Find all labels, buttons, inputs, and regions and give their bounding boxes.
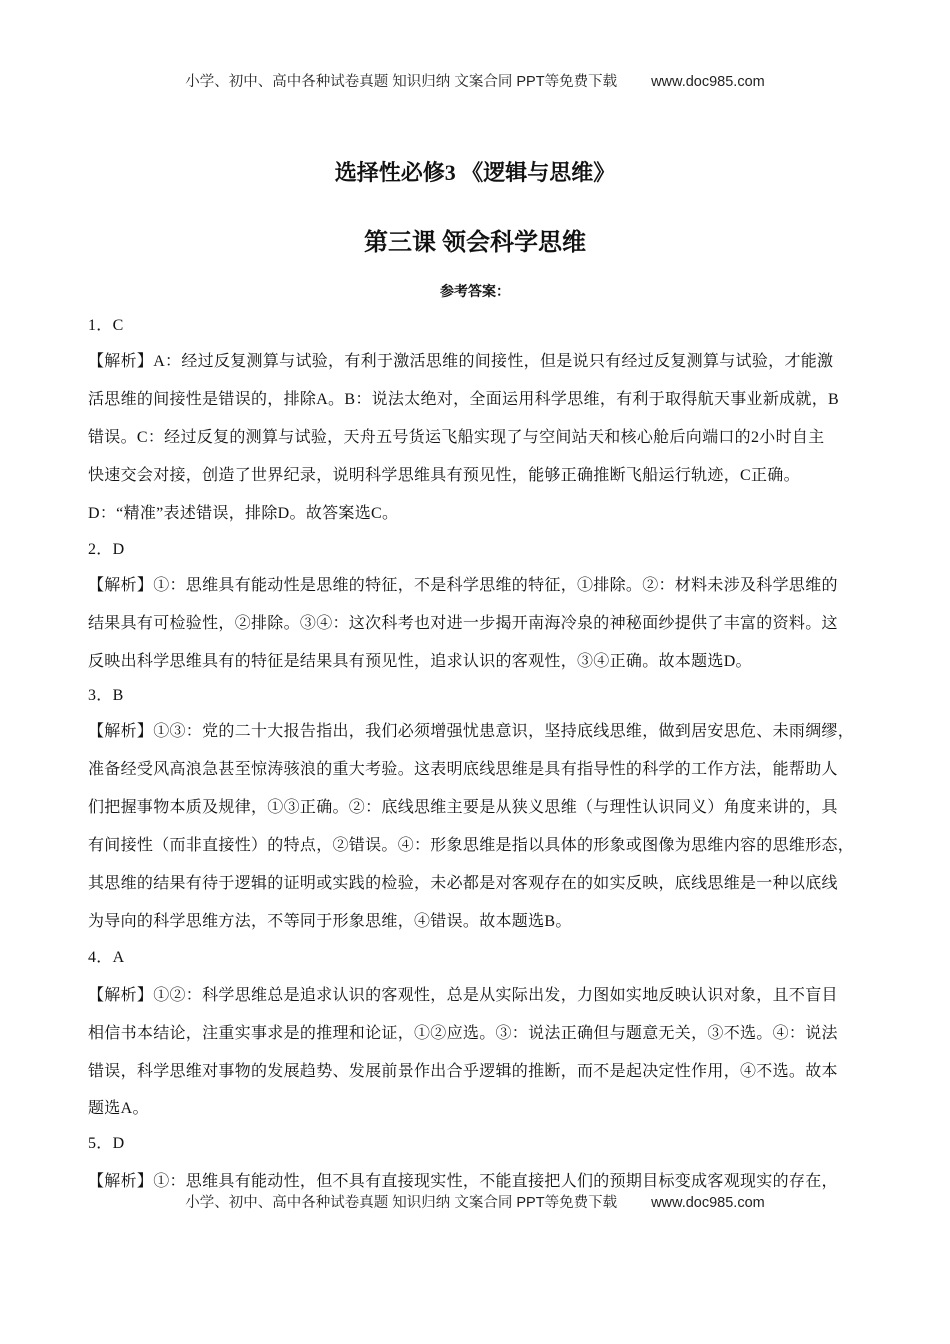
explanation-line: D：“精准”表述错误，排除D。故答案选C。: [88, 505, 399, 522]
header-text: 小学、初中、高中各种试卷真题 知识归纳 文案合同 PPT等免费下载: [185, 74, 618, 90]
question-answer-number: 4．A: [88, 949, 125, 966]
explanation-line: 错误，科学思维对事物的发展趋势、发展前景作出合乎逻辑的推断，而不是起决定性作用，④不选。故本: [88, 1063, 838, 1080]
question-answer-number: 5．D: [88, 1135, 125, 1152]
explanation-line: 其思维的结果有待于逻辑的证明或实践的检验，未必都是对客观存在的如实反映，底线思维是一种以底线: [88, 875, 838, 892]
lesson-title: 第三课 领会科学思维: [364, 230, 586, 256]
answer-heading: 参考答案：: [440, 285, 510, 300]
explanation-line: 有间接性（而非直接性）的特点，②错误。④：形象思维是指以具体的形象或图像为思维内容的思维形态，: [88, 837, 855, 854]
page-footer: [0, 1191, 950, 1212]
explanation-line: 【解析】①：思维具有能动性，但不具有直接现实性，不能直接把人们的预期目标变成客观现实的存在，: [88, 1173, 838, 1190]
header-url: www.doc985.com: [651, 74, 765, 90]
explanation-line: 结果具有可检验性，②排除。③④：这次科考也对进一步揭开南海冷泉的神秘面纱提供了丰富的资料。这: [88, 615, 838, 632]
document-title: 选择性必修3 《逻辑与思维》: [334, 160, 616, 185]
explanation-line: 反映出科学思维具有的特征是结果具有预见性，追求认识的客观性，③④正确。故本题选D。: [88, 653, 752, 670]
explanation-line: 为导向的科学思维方法，不等同于形象思维，④错误。故本题选B。: [88, 913, 572, 930]
question-answer-number: 1．C: [88, 317, 124, 334]
footer-url: www.doc985.com: [651, 1195, 765, 1211]
explanation-line: 【解析】①②：科学思维总是追求认识的客观性，总是从实际出发，力图如实地反映认识对象，且不盲目: [88, 987, 838, 1004]
explanation-line: 【解析】A：经过反复测算与试验，有利于激活思维的间接性，但是说只有经过反复测算与试验，才能激: [88, 353, 834, 370]
explanation-line: 【解析】①：思维具有能动性是思维的特征，不是科学思维的特征，①排除。②：材料未涉及科学思维的: [88, 577, 838, 594]
explanation-line: 题选A。: [88, 1100, 149, 1117]
explanation-line: 【解析】①③：党的二十大报告指出，我们必须增强忧患意识，坚持底线思维，做到居安思危、未雨绸缪，: [88, 723, 855, 740]
explanation-line: 相信书本结论，注重实事求是的推理和论证，①②应选。③：说法正确但与题意无关，③不选。④：说法: [88, 1025, 838, 1042]
explanation-line: 们把握事物本质及规律，①③正确。②：底线思维主要是从狭义思维（与理性认识同义）角度来讲的，具: [88, 799, 838, 816]
question-answer-number: 2．D: [88, 541, 125, 558]
explanation-line: 错误。C：经过反复的测算与试验，天舟五号货运飞船实现了与空间站天和核心舱后向端口的2小时自主: [88, 429, 825, 446]
explanation-line: 活思维的间接性是错误的，排除A。B：说法太绝对，全面运用科学思维，有利于取得航天事业新成就，B: [88, 391, 839, 408]
question-answer-number: 3．B: [88, 687, 124, 704]
footer-text: 小学、初中、高中各种试卷真题 知识归纳 文案合同 PPT等免费下载: [185, 1195, 618, 1211]
page-header: [0, 70, 950, 91]
explanation-line: 准备经受风高浪急甚至惊涛骇浪的重大考验。这表明底线思维是具有指导性的科学的工作方法，能帮助人: [88, 761, 838, 778]
explanation-line: 快速交会对接，创造了世界纪录，说明科学思维具有预见性，能够正确推断飞船运行轨迹，C正确。: [88, 467, 800, 484]
